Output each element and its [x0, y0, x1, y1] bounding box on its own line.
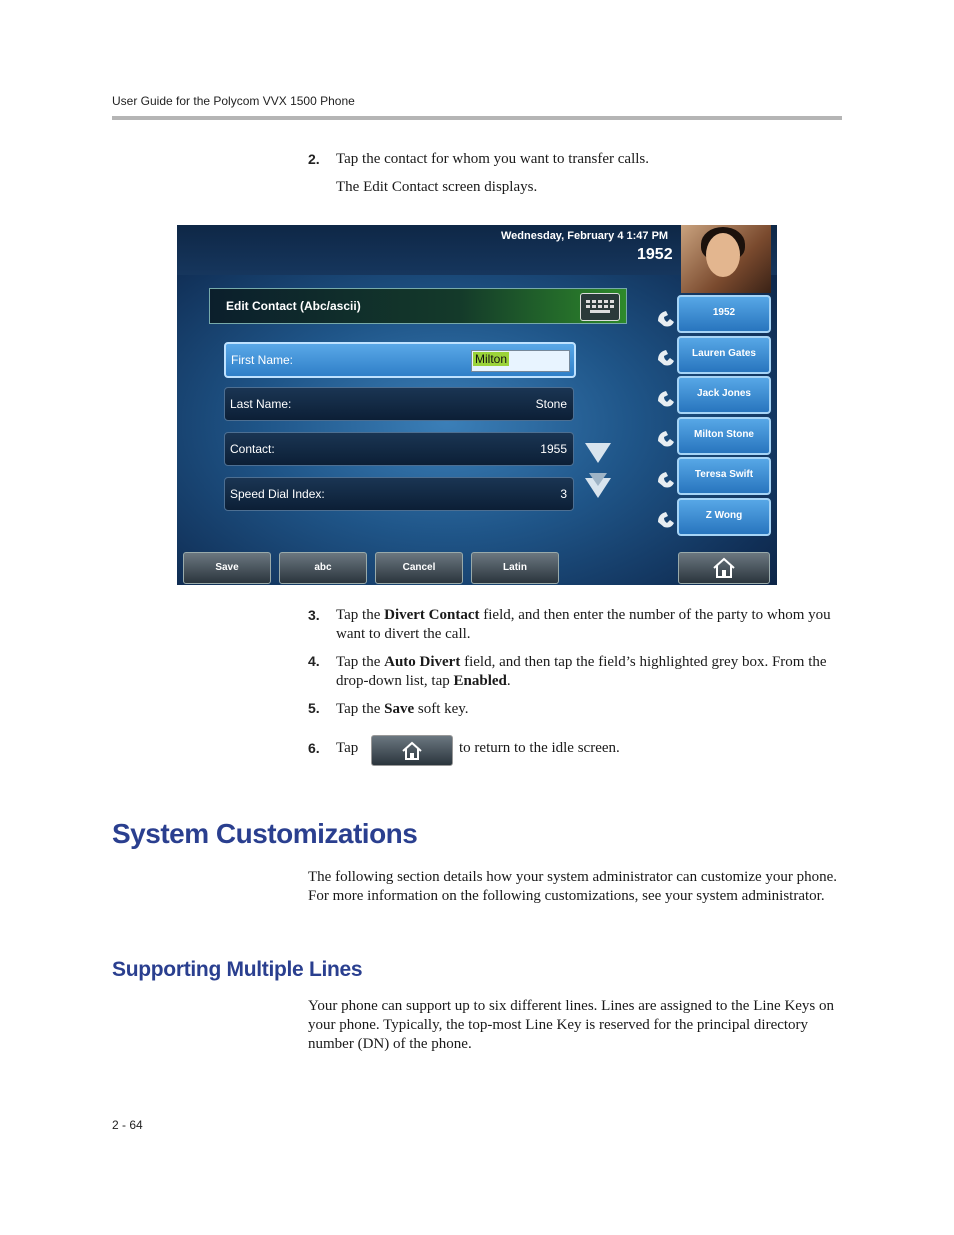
subsection-title: Supporting Multiple Lines [112, 958, 363, 981]
first-name-label: First Name: [231, 353, 294, 367]
running-header: User Guide for the Polycom VVX 1500 Phone [112, 94, 355, 108]
handset-icon [655, 508, 677, 530]
step-4-text: Tap the Auto Divert field, and then tap the field’s highlighted grey box. From the drop-down list, tap Enabled. [336, 654, 827, 689]
speed-dial-index-value: 3 [560, 487, 567, 501]
last-name-field[interactable] [224, 387, 574, 421]
edit-contact-screenshot [177, 225, 777, 585]
line-key-3[interactable]: Jack Jones [677, 376, 771, 414]
line-key-4[interactable]: Milton Stone [677, 417, 771, 455]
edit-contact-titlebar [209, 288, 627, 324]
abc-soft-key[interactable]: abc [279, 552, 367, 584]
header-rule [112, 116, 842, 120]
contact-photo [681, 225, 771, 293]
speed-dial-index-label: Speed Dial Index: [230, 487, 325, 501]
phone-line-number: 1952 [637, 246, 673, 263]
first-name-field[interactable] [224, 342, 576, 378]
step-5-number: 5. [308, 700, 320, 716]
step-3-text: Tap the Divert Contact field, and then enter the number of the party to whom you want to divert the call. [336, 607, 831, 642]
step-3-number: 3. [308, 607, 320, 623]
last-name-label: Last Name: [230, 397, 292, 411]
step-5-text: Tap the Save soft key. [336, 701, 469, 717]
line-key-5[interactable]: Teresa Swift [677, 457, 771, 495]
handset-icon [655, 427, 677, 449]
scroll-down-icon[interactable] [585, 443, 611, 463]
first-name-value: Milton [475, 352, 508, 366]
speed-dial-index-field[interactable] [224, 477, 574, 511]
line-key-6[interactable]: Z Wong [677, 498, 771, 536]
contact-value: 1955 [540, 442, 567, 456]
keyboard-icon[interactable] [580, 293, 620, 321]
home-button-image [371, 735, 453, 766]
home-icon [679, 553, 769, 583]
section-title: System Customizations [112, 818, 418, 849]
latin-soft-key[interactable]: Latin [471, 552, 559, 584]
step-4-number: 4. [308, 653, 320, 669]
handset-icon [655, 387, 677, 409]
step-6-number: 6. [308, 740, 320, 756]
home-icon [372, 736, 452, 765]
step-2-text: Tap the contact for whom you want to transfer calls. [336, 151, 650, 167]
step-2-number: 2. [308, 151, 320, 167]
home-soft-key[interactable] [678, 552, 770, 584]
contact-field[interactable] [224, 432, 574, 466]
last-name-value: Stone [535, 397, 567, 411]
save-soft-key[interactable]: Save [183, 552, 271, 584]
section-intro: The following section details how your system administrator can customize your phone. For more information on the following customizations, see your system administrator. [308, 869, 838, 904]
edit-contact-title: Edit Contact (Abc/ascii) [226, 299, 361, 313]
handset-icon [655, 307, 677, 329]
step-6-tap: Tap [336, 740, 359, 756]
step-6-text: to return to the idle screen. [459, 740, 620, 756]
subsection-body: Your phone can support up to six different lines. Lines are assigned to the Line Keys on your phone. Typically, the top-most Line Key is reserved for the principal directory number (DN) of the phone. [308, 998, 835, 1052]
page-down-icon-inner [589, 473, 607, 486]
line-key-1[interactable]: 1952 [677, 295, 771, 333]
step-2-subtext: The Edit Contact screen displays. [336, 179, 538, 195]
cancel-soft-key[interactable]: Cancel [375, 552, 463, 584]
page-number: 2 - 64 [112, 1118, 143, 1132]
phone-datetime: Wednesday, February 4 1:47 PM [501, 230, 669, 242]
contact-label: Contact: [230, 442, 275, 456]
line-key-2[interactable]: Lauren Gates [677, 336, 771, 374]
handset-icon [655, 346, 677, 368]
handset-icon [655, 468, 677, 490]
